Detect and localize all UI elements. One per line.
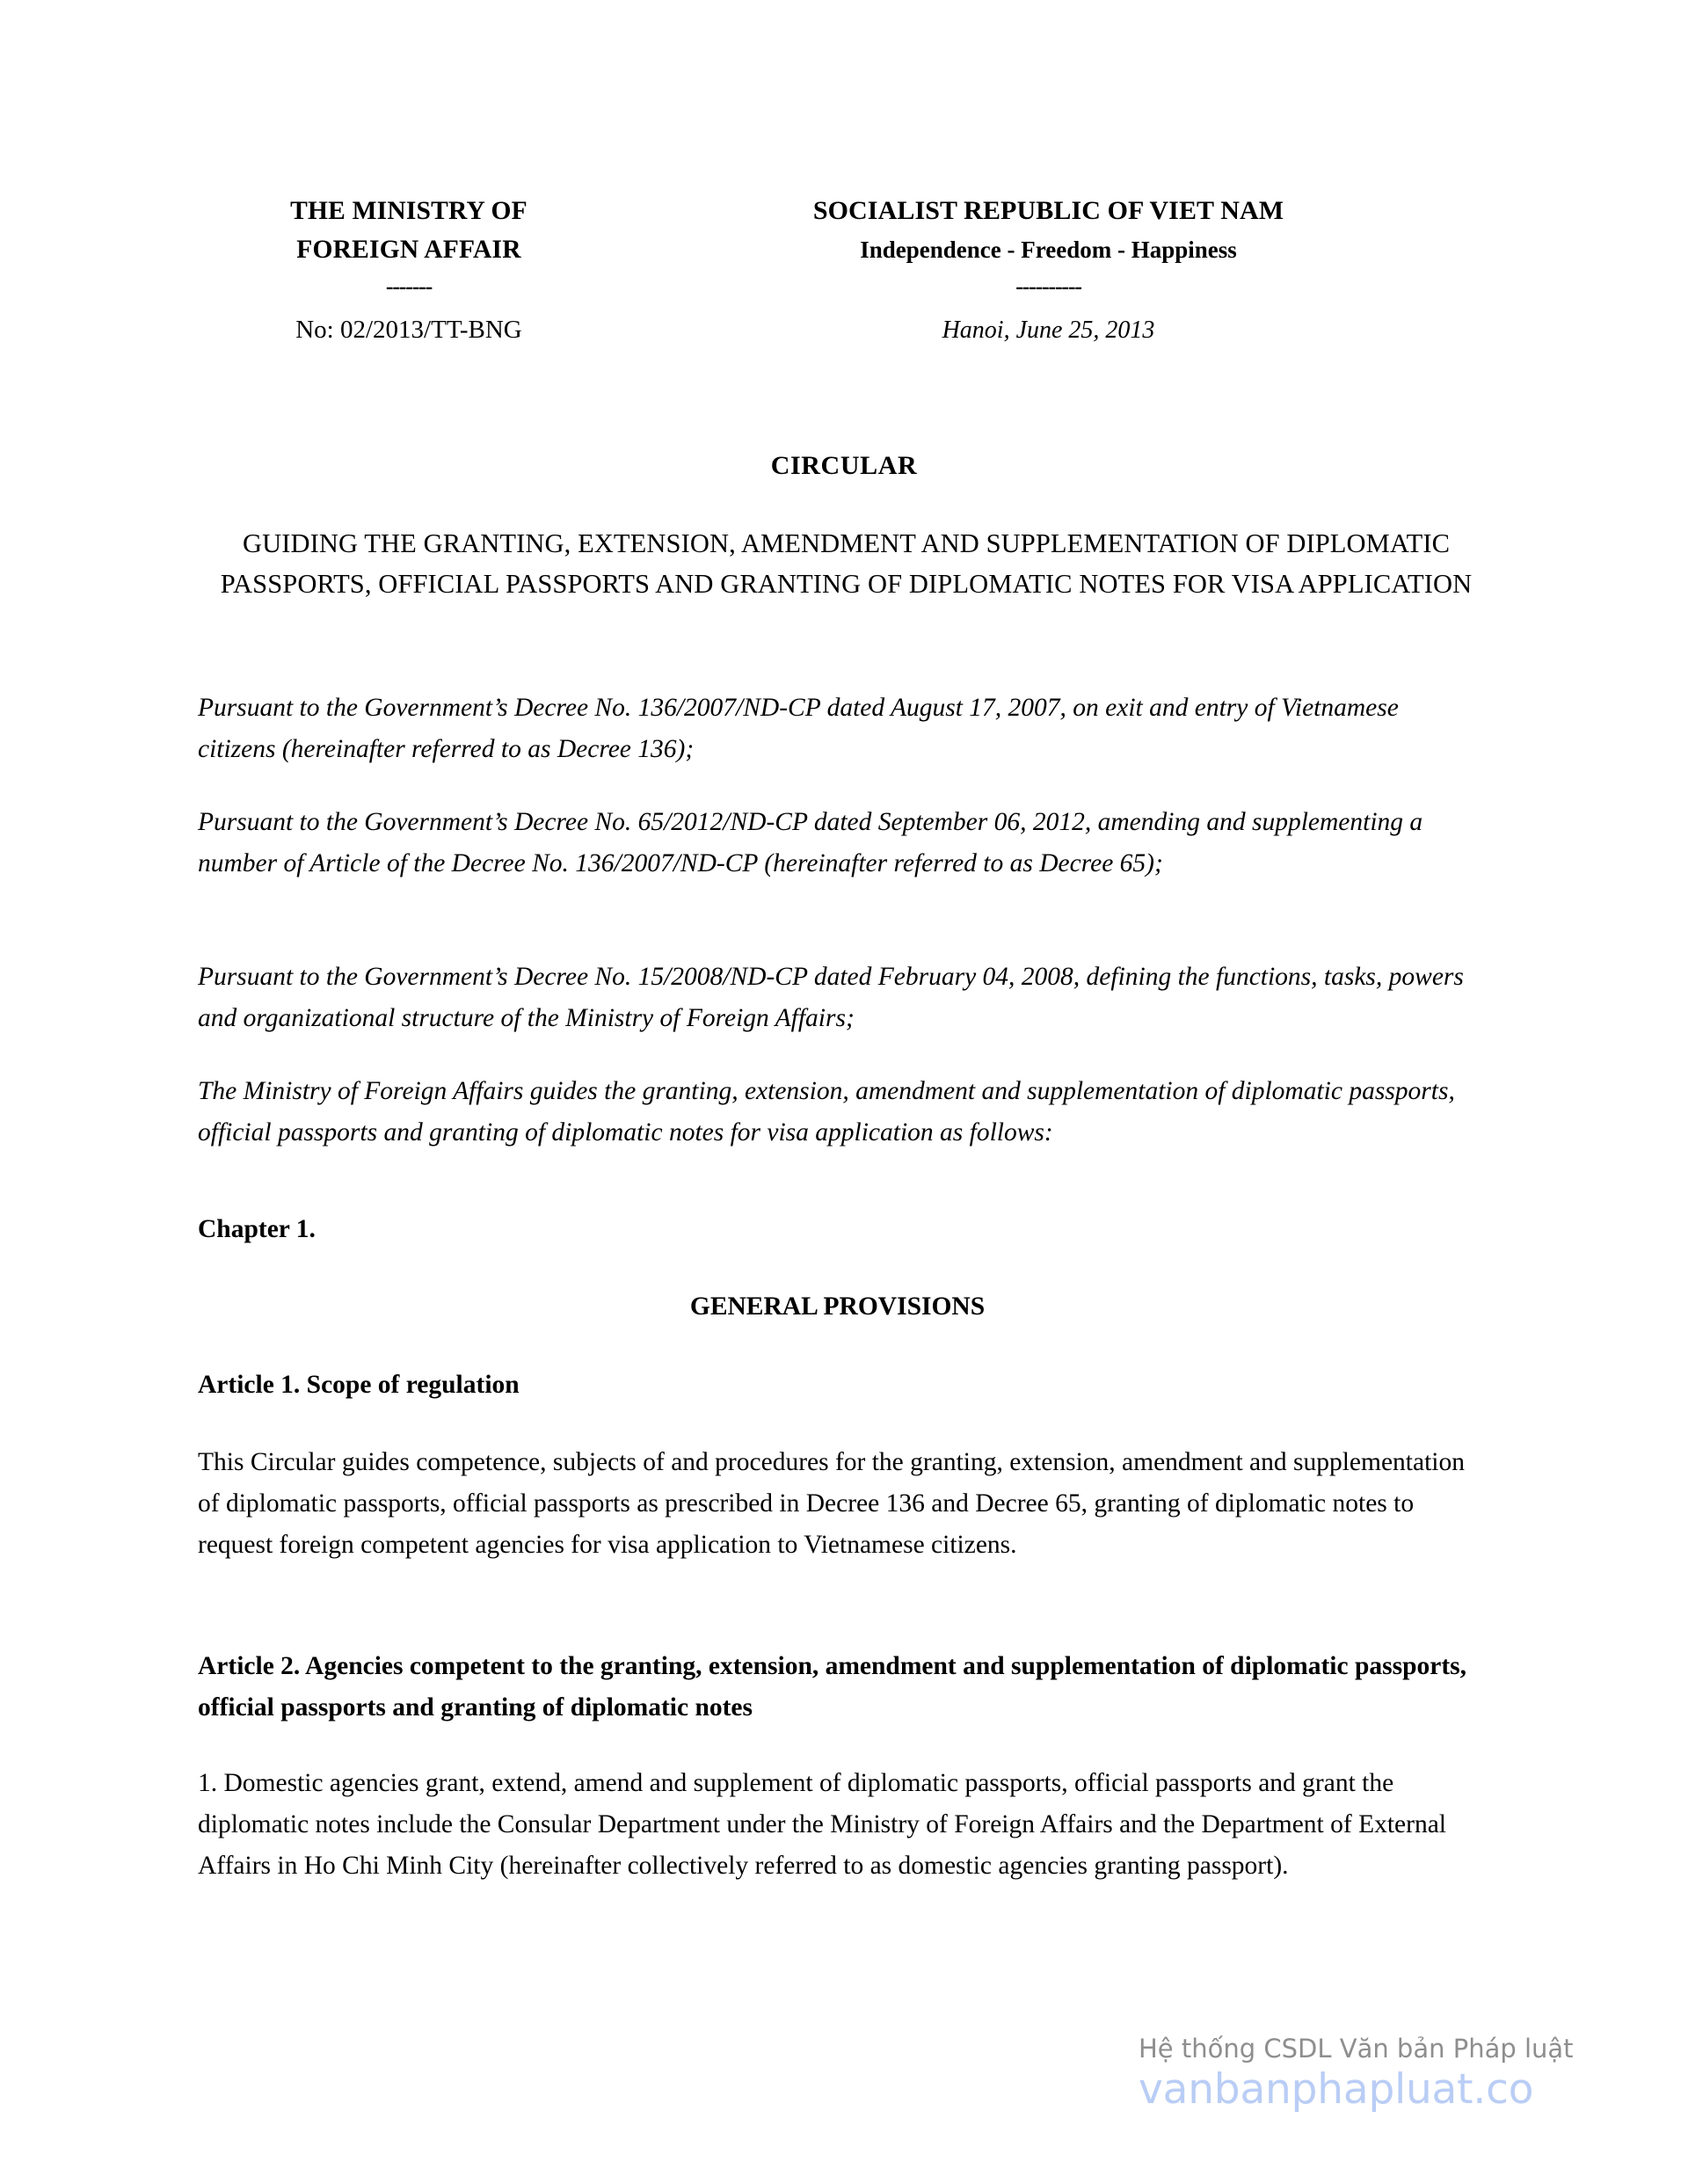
national-motto: Independence - Freedom - Happiness bbox=[860, 237, 1237, 263]
article-1-body: This Circular guides competence, subjects of and procedures for the granting, extension, amendment and supplementation of diplomatic passports, official passports as prescribed in Decree 136 and Decree 65, granting of diplomatic notes to request foreign competent agencies for visa application to Vietnamese citizens. bbox=[198, 1448, 1465, 1559]
preamble-pursuant-2: Pursuant to the Government’s Decree No. 65/2012/ND-CP dated September 06, 2012, amending and supplementing a number of Article of the Decree No. 136/2007/ND-CP (hereinafter referred to as Decree 65); bbox=[198, 808, 1423, 877]
article-2-clause-1: 1. Domestic agencies grant, extend, amend and supplement of diplomatic passports, official passports and grant the diplomatic notes include the Consular Department under the Ministry of Foreign Affairs and the Department of External Affairs in Ho Chi Minh City (hereinafter collectively referred to as domestic agencies granting passport). bbox=[198, 1769, 1447, 1880]
article-2-heading: Article 2. Agencies competent to the granting, extension, amendment and supplementation of diplomatic passports, official passports and granting of diplomatic notes bbox=[198, 1652, 1466, 1722]
national-divider: ---------- bbox=[1015, 273, 1081, 299]
masthead bbox=[198, 192, 1477, 301]
watermark-domain: vanbanphapluat.co bbox=[1139, 2065, 1534, 2114]
document-number: No: 02/2013/TT-BNG bbox=[295, 316, 522, 344]
preamble-pursuant-3: Pursuant to the Government’s Decree No. 15/2008/ND-CP dated February 04, 2008, defining the functions, tasks, powers and organizational structure of the Ministry of Foreign Affairs; bbox=[198, 963, 1464, 1032]
ministry-divider: ------- bbox=[385, 273, 433, 299]
watermark-tagline: Hệ thống CSDL Văn bản Pháp luật bbox=[1139, 2034, 1574, 2064]
chapter-heading: GENERAL PROVISIONS bbox=[689, 1292, 986, 1321]
ministry-name-line1: THE MINISTRY OF bbox=[290, 197, 528, 225]
preamble-guides-statement: The Ministry of Foreign Affairs guides the granting, extension, amendment and supplementation of diplomatic passports, official passports and granting of diplomatic notes for visa application as follows: bbox=[198, 1077, 1455, 1147]
issuing-authority-block bbox=[198, 192, 620, 301]
document-type-heading: CIRCULAR bbox=[770, 451, 918, 480]
site-watermark bbox=[1139, 2031, 1684, 2114]
national-heading-block bbox=[620, 192, 1477, 301]
document-title: GUIDING THE GRANTING, EXTENSION, AMENDMENT AND SUPPLEMENTATION OF DIPLOMATIC PASSPORTS, OFFICIAL PASSPORTS AND GRANTING OF DIPLOMATIC NOTES FOR VISA APPLICATION bbox=[220, 528, 1473, 599]
country-name: SOCIALIST REPUBLIC OF VIET NAM bbox=[812, 196, 1284, 225]
place-and-date: Hanoi, June 25, 2013 bbox=[942, 317, 1155, 344]
article-1-heading: Article 1. Scope of regulation bbox=[198, 1371, 520, 1399]
reference-row bbox=[198, 312, 1477, 348]
ministry-name-line2: FOREIGN AFFAIR bbox=[296, 236, 521, 264]
preamble-pursuant-1: Pursuant to the Government’s Decree No. 136/2007/ND-CP dated August 17, 2007, on exit and entry of Vietnamese citizens (hereinafter referred to as Decree 136); bbox=[198, 694, 1399, 763]
chapter-label: Chapter 1. bbox=[198, 1215, 316, 1243]
